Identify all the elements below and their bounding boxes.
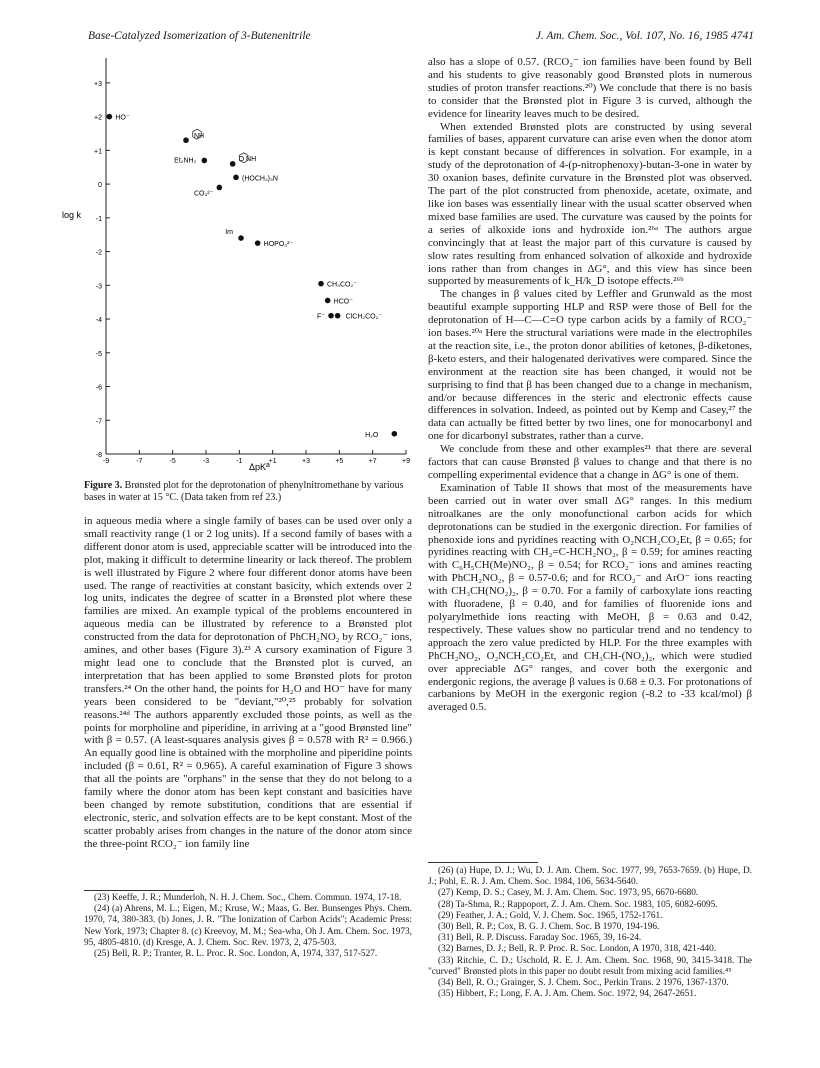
point-label: CO₃²⁻ — [193, 190, 214, 198]
y-tick-label: -1 — [95, 215, 102, 223]
figure-3 — [60, 58, 420, 478]
y-tick-label: -6 — [95, 384, 102, 392]
journal-line: J. Am. Chem. Soc., Vol. 107, No. 16, 1985 4741 — [535, 30, 754, 42]
data-point — [325, 298, 331, 304]
reference: (23) Keeffe, J. R.; Munderloh, N. H. J. Chem. Soc., Chem. Commun. 1974, 17-18. — [94, 893, 402, 903]
reference: (32) Barnes, D. J.; Bell, R. P. Proc. R. Soc. London, A 1970, 318, 421-440. — [438, 944, 717, 955]
x-tick-label: +9 — [402, 458, 410, 465]
paragraph: also has a slope of 0.57. (RCO₂⁻ ion families have been found by Bell and his students to give reasonably good Brønsted plots in numerous studies of proton transfer reactions.²⁰) We conclude that there is no basis to consider that the Brønsted plot in Figure 3 is curved, although the evidence for linearity leaves much to be desired. — [428, 56, 752, 120]
figure-caption — [84, 480, 412, 504]
y-axis-label: log k — [62, 210, 82, 220]
y-tick-label: +2 — [94, 114, 102, 122]
reference: (30) Bell, R. P.; Cox, B. G. J. Chem. Soc. B 1970, 194-196. — [438, 922, 660, 933]
data-point — [255, 240, 261, 246]
x-tick-label: +7 — [368, 458, 377, 465]
reference: (24) (a) Ahrens, M. L.; Eigen, M.; Kruse, W.; Maas, G. Ber. Bunsenges Phys. Chem. 1970, 74, 380-383. (b) Jones, J. R. "The Ionization of Carbon Acids"; Academic Press: New York, 1973; Chapter 8. (c) Kreevoy, M. M.; Sea-wha, Oh J. Am. Chem. Soc. 1973, 95, 4805-4810. (d) Kresge, A. J. Chem. Soc. Rev. 1973, 2, 475-503. — [84, 904, 412, 948]
point-label: NH — [194, 133, 205, 141]
data-point — [392, 431, 398, 437]
x-tick-label: -7 — [136, 458, 143, 465]
y-tick-label: -4 — [95, 317, 102, 325]
paragraph: The changes in β values cited by Leffler and Grunwald as the most beautiful example supporting HLP and RSP were those of Bell for the deprotonation of H—C—C=O type carbon acids by a family of RCO₂⁻ ion bases.²⁰ᵃ Here the structural variations were made in the electrophiles at the reaction site, i.e., the proton donor abilities of ketones, β-diketones, β-keto esters, and their halogenated derivatives were compared. Since the environment at the reaction site has been changed, it would not be surprising to find that β has been changed due to a change in mechanism, and/or because differences in the steric and electronic effects cause differences in solvation. Indeed, as pointed out by Kemp and Casey,²⁷ the data can actually be fitted better by two lines, one for monocarbonyl and one for dicarbonyl substrates, rather than a curve. — [428, 288, 752, 443]
x-tick-label: +1 — [268, 458, 277, 465]
point-label: F⁻ — [317, 313, 325, 321]
x-tick-label: +5 — [335, 458, 344, 465]
reference: (27) Kemp, D. S.; Casey, M. J. Am. Chem. Soc. 1973, 95, 6670-6680. — [438, 888, 699, 899]
x-tick-label: -9 — [102, 458, 110, 465]
reference: (28) Ta-Shma, R.; Rappoport, Z. J. Am. Chem. Soc. 1983, 105, 6082-6095. — [438, 899, 718, 910]
point-label: ClCH₂CO₂⁻ — [345, 313, 383, 321]
reference: (25) Bell, R. P.; Tranter, R. L. Proc. R. Soc. London, A, 1974, 337, 517-527. — [94, 949, 378, 960]
point-label: CH₃CO₂⁻ — [327, 281, 357, 289]
right-column — [428, 56, 752, 714]
data-point — [202, 158, 208, 164]
y-tick-label: -7 — [95, 418, 102, 426]
paragraph: When extended Brønsted plots are constructed by using several families of bases, apparent curvature can arise even when the donor atom is kept constant because of differences in solvation. For example, in a study of the deprotonation of 4-(p-nitrophenoxy)-butan-3-one in water by 30 oxanion bases, definite curvature in the Brønsted plot was observed. The part of the plot constructed from phenoxide, acetate, oximate, and like ion bases was essentially linear with the usual scatter observed when mixed base families are used. The curvature was caused by the points for a series of alkoxide ions and hydroxide ion.²⁶ᵃ The authors argue convincingly that at least the major part of this curvature is caused by slow rates resulting from enhanced solvation of alkoxide and hydroxide ions rather than from changes in ΔG°, and this view has since been supported by measurements of k_H/k_D isotope effects.²⁶ᵇ — [428, 120, 752, 288]
x-axis-label: ΔpK — [249, 462, 267, 472]
references-right — [428, 866, 752, 1000]
data-point — [233, 175, 239, 181]
y-tick-label: +1 — [94, 148, 102, 156]
running-title: Base-Catalyzed Isomerization of 3-Butenenitrile — [88, 30, 311, 42]
paragraph: in aqueous media where a single family of bases can be used over only a small reactivity range (1 or 2 log units). If a second family of bases with a different donor atom is used, appreciable scatter will be introduced into the plot, making it difficult to determine linearity or lack thereof. The problem is well illustrated by Figure 2 where four different donor atoms have been used. The range of reactivities at constant basicity, which extends over 2 log units, indicates the degree of scatter in a Brønsted plot where these families are mixed. An example typical of the problems encountered in aqueous media can be illustrated by reference to a Brønsted plot constructed from the data for deprotonation of PhCH₂NO₂ by RCO₂⁻ ions, amines, and other bases (Figure 3).²³ A cursory examination of Figure 3 might lead one to conclude that the Brønsted plot is curved, an interpretation that has been applied to some Brønsted plots for proton transfers.²⁴ On the other hand, the points for H₂O and HO⁻ have for many years been considered to be "deviant,"²⁰,²⁵ probably for solvation reasons.²⁴ᵈ The authors apparently excluded those points, as well as the points for morpholine and piperidine, in arriving at a "good Brønsted line" with β = 0.57. (A least-squares analysis gives β = 0.578 with R² = 0.966.) An equally good line is obtained with the morpholine and piperidine points included (β = 0.61, R² = 0.965). A careful examination of Figure 3 shows that all the points are "orphans" in the sense that they do not belong to a family where the donor atom has been kept constant and basicities have been changed by remote substitution, conditions that are essential if electronic, steric, and solvation effects are to be kept constant. Most of the scatter probably arises from changes in the nature of the donor atom since the three-point RCO₂⁻ ion family line — [84, 515, 412, 850]
x-tick-label: -1 — [236, 458, 243, 465]
data-point — [238, 235, 244, 241]
caption-label: Figure 3. — [84, 480, 123, 491]
footnote-rule — [428, 862, 538, 863]
x-tick-label: -3 — [202, 458, 210, 465]
paragraph: Examination of Table II shows that most of the measurements have been carried out in water over small ΔG° ranges. In this medium nitroalkanes are the only monofunctional carbon acids for which deprotonations can be studied in the exergonic direction. For families of phenoxide ions and pyridines reacting with O₂NCH₂CO₂Et, β = 0.65; for pyridines reacting with CH₂=C-HCH₂NO₂, β = 0.59; for amines reacting with C₆H₅CH(Me)NO₂, β = 0.54; for RCO₂⁻ ions and amines reacting with PhCH₂NO₂, β = 0.57-0.6; and for RCO₂⁻ and ArO⁻ ions reacting with CH₃CH(NO₂)₂, β = 0.70. For a family of carboxylate ions reacting with fluoradene, β = 0.40, and for families of fluorenide ions and polyarylmethide ions reacting with MeOH, β = 0.63 and 0.42, respectively. These values show no particular trend and no tendency to approach the zero value predicted by HLP. For the three examples with PhCH₂NO₂, O₂NCH₂CO₂Et, and CH₃CH-(NO₂)₂, which were studied over appreciable ΔG° ranges, and cover both the exergonic and endergonic regions, the average β values is 0.68 ± 0.3. For protonations of carbanions by MeOH in the exergonic region (-8.2 to -33 kcal/mol) β averaged 0.5. — [428, 481, 752, 714]
reference: (29) Feather, J. A.; Gold, V. J. Chem. Soc. 1965, 1752-1761. — [438, 910, 663, 921]
x-tick-label: -5 — [169, 458, 176, 465]
y-tick-label: +3 — [94, 80, 102, 88]
data-point — [107, 114, 113, 120]
data-point — [335, 313, 341, 319]
footnote-rule — [84, 890, 194, 891]
x-axis-label-sub: a — [266, 462, 270, 469]
bronsted-plot — [60, 58, 420, 478]
data-point — [328, 313, 334, 319]
references-left — [84, 893, 412, 960]
data-point — [217, 185, 223, 191]
y-tick-label: -3 — [95, 283, 102, 291]
point-label: Et₂NH₂ — [174, 157, 197, 165]
y-tick-label: 0 — [98, 182, 102, 190]
point-label: HCO⁻ — [333, 298, 353, 306]
x-tick-label: +3 — [302, 458, 310, 465]
point-label: Im — [225, 229, 233, 237]
reference: (34) Bell, R. O.; Grainger, S. J. Chem. Soc., Perkin Trans. 2 1976, 1367-1370. — [438, 978, 729, 989]
data-point — [230, 161, 236, 167]
point-label: H₂O — [365, 431, 379, 439]
point-label: (HOCH₂)₃N — [242, 175, 278, 183]
y-tick-label: -8 — [95, 452, 102, 459]
point-label: HOPO₃²⁻ — [263, 241, 294, 249]
reference: (35) Hibbert, F.; Long, F. A. J. Am. Chem. Soc. 1972, 94, 2647-2651. — [438, 989, 697, 1000]
caption-text: Brønsted plot for the deprotonation of phenylnitromethane by various bases in water at 15 °C. (Data taken from ref 23.) — [84, 480, 404, 503]
point-label: O NH — [238, 155, 257, 163]
reference: (33) Ritchie, C. D.; Uschold, R. E. J. Am. Chem. Soc. 1968, 90, 3415-3418. The "curved" Brønsted plots in this paper no doubt result from mixing acid families.⁴⁵ — [428, 955, 752, 977]
data-point — [318, 281, 324, 287]
reference: (26) (a) Hupe, D. J.; Wu, D. J. Am. Chem. Soc. 1977, 99, 7653-7659. (b) Hupe, D. J.; Pohl, E. R. J. Am. Chem. Soc. 1984, 106, 5634-5640. — [428, 866, 752, 888]
point-label: HO⁻ — [115, 114, 130, 122]
reference: (31) Bell, R. P. Discuss. Faraday Soc. 1965, 39, 16-24. — [438, 933, 642, 944]
y-tick-label: -2 — [95, 249, 102, 257]
data-point — [183, 137, 189, 143]
paragraph: We conclude from these and other examples²¹ that there are several factors that can cause Brønsted β values to change and that there is no compelling experimental evidence that a change in ΔG° is one of them. — [428, 443, 752, 481]
y-tick-label: -5 — [95, 350, 102, 358]
left-column — [84, 515, 412, 851]
